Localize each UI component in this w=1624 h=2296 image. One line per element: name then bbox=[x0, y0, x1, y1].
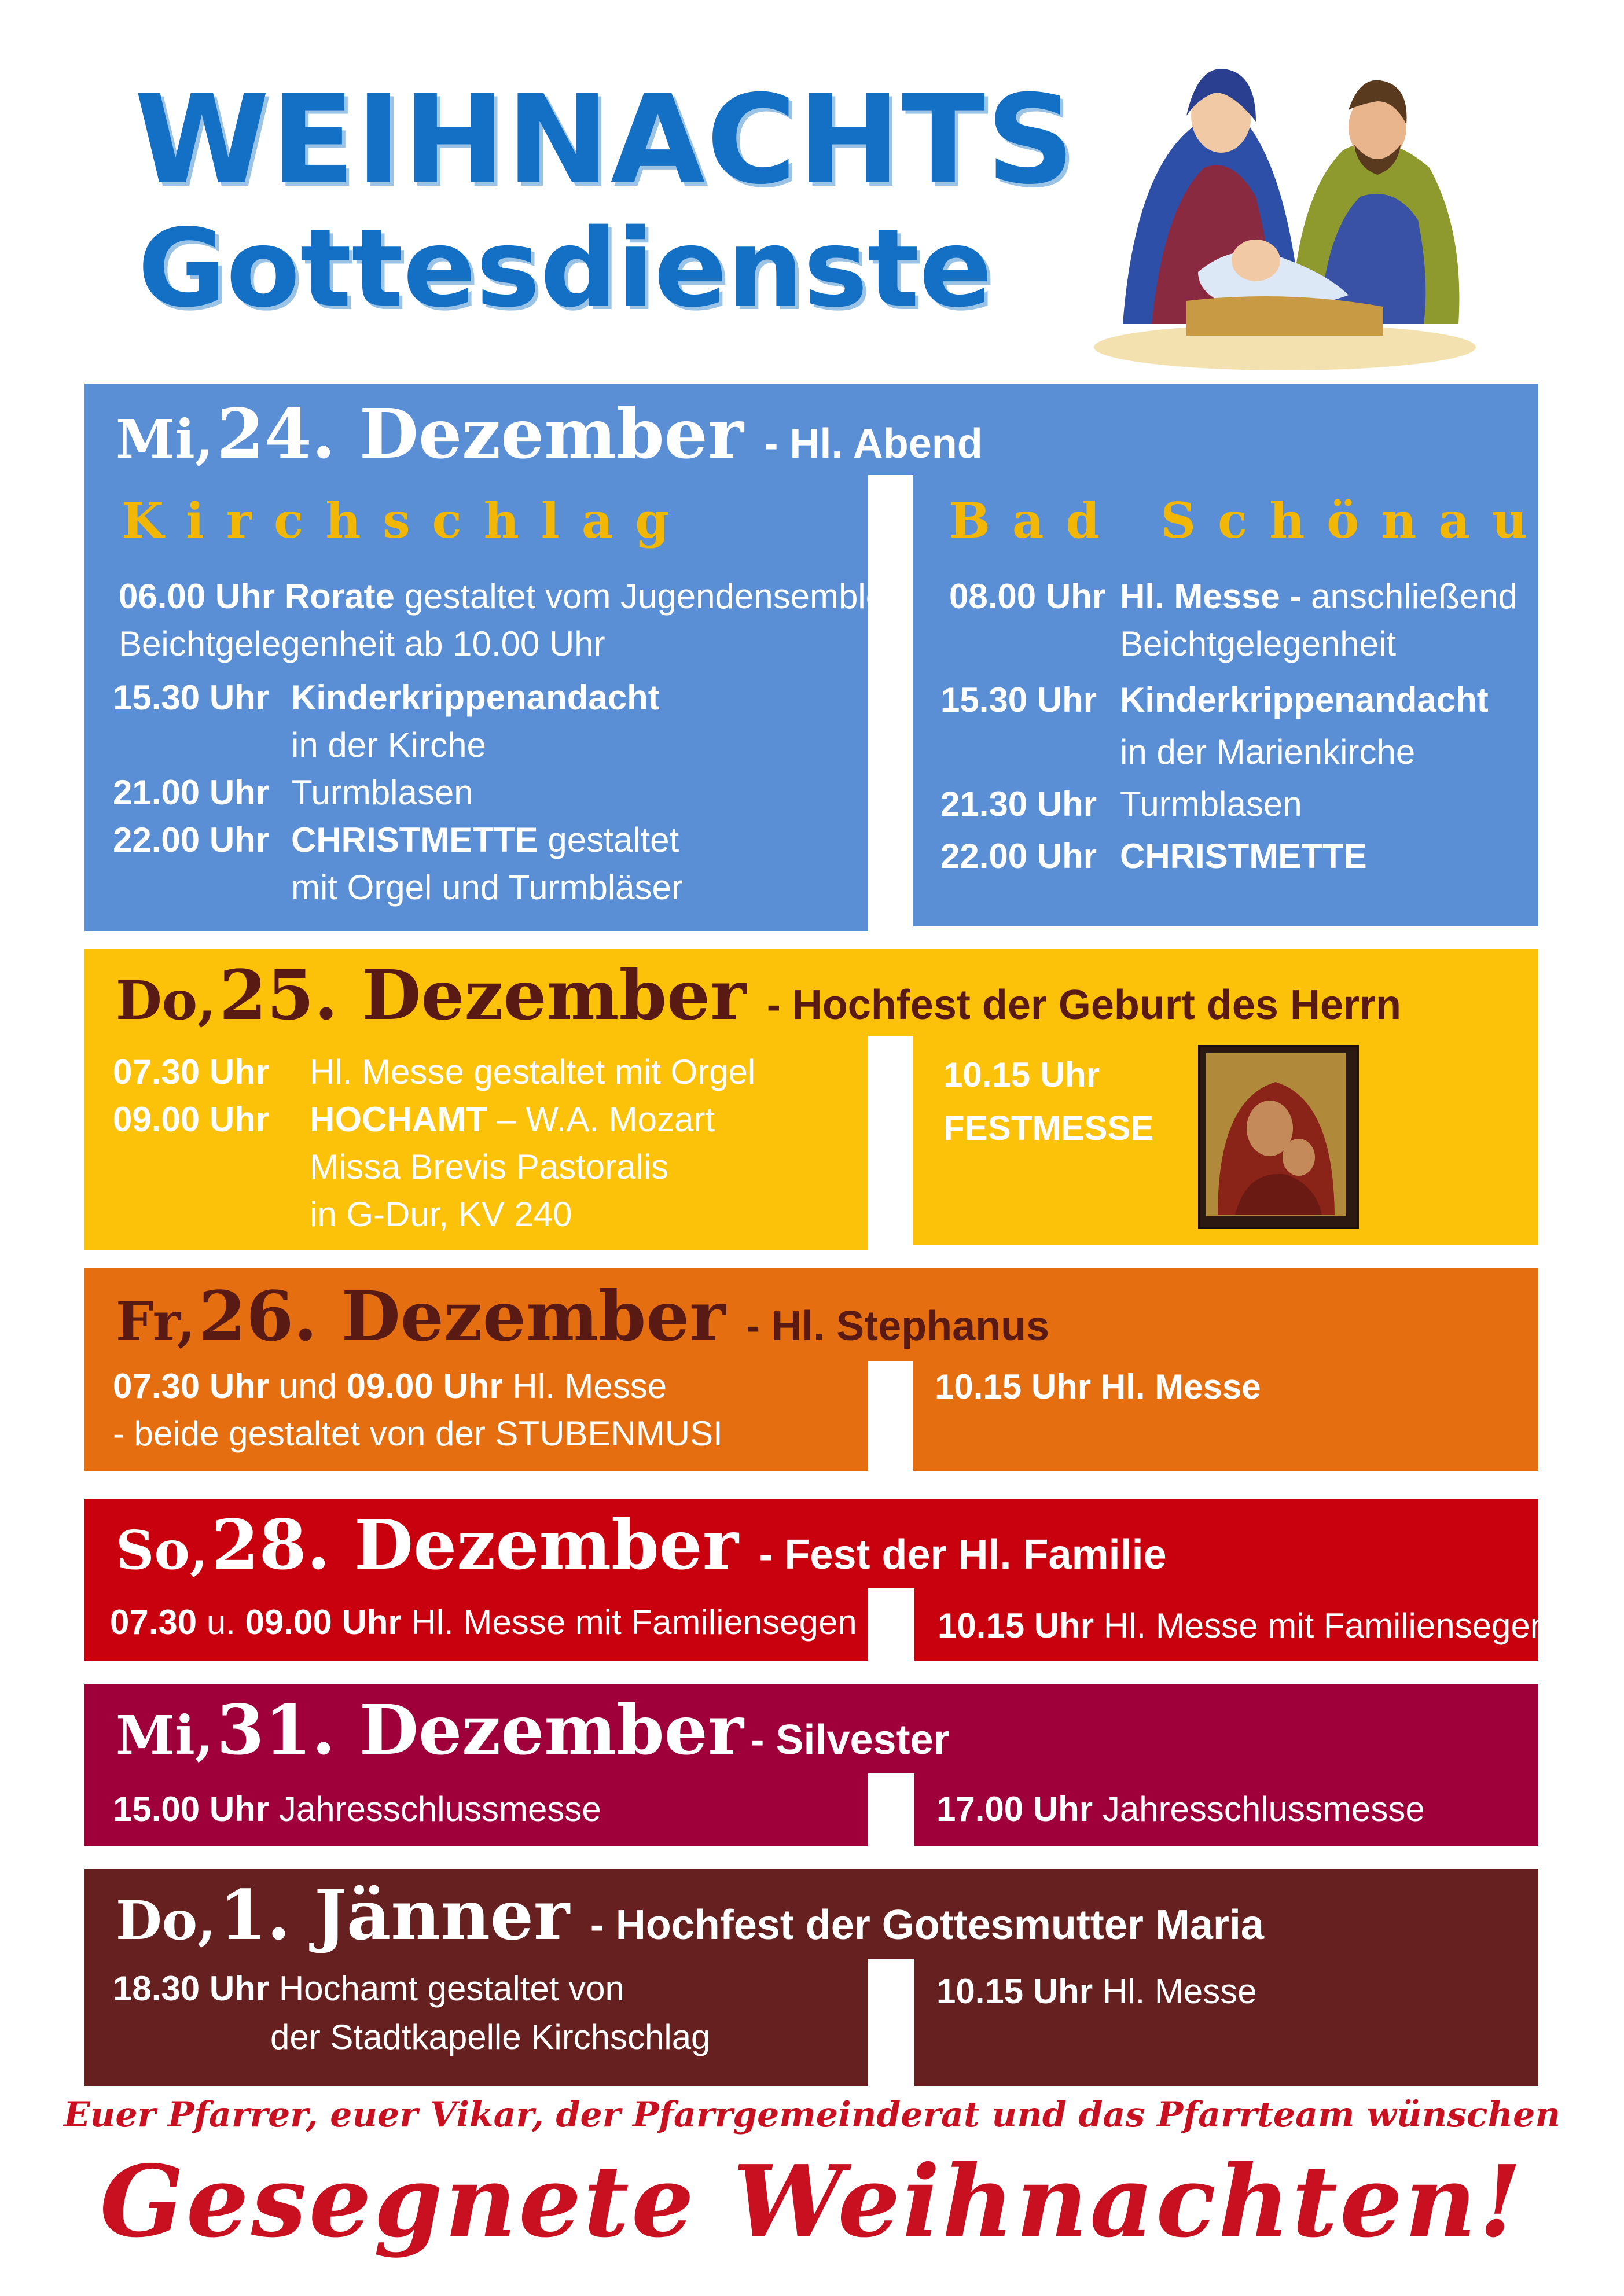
section-31-subtitle: - Silvester bbox=[750, 1717, 950, 1763]
section-jan1-date: 1. Jänner bbox=[219, 1875, 570, 1955]
event-detail: in der Kirche bbox=[291, 726, 486, 764]
section-31-date: 31. Dezember bbox=[216, 1690, 744, 1770]
event-detail: Hl. Messe gestaltet mit Orgel bbox=[310, 1053, 756, 1091]
time: 15.30 Uhr bbox=[113, 678, 270, 717]
section-25-right-schedule bbox=[943, 1048, 1153, 1155]
event-name: Kinderkrippenandacht bbox=[291, 678, 660, 717]
time: 18.30 Uhr bbox=[113, 1969, 270, 2008]
section-26-right-schedule bbox=[935, 1363, 1261, 1411]
section-26-left-schedule bbox=[113, 1363, 723, 1458]
section-24-right-schedule-2 bbox=[940, 674, 1489, 882]
section-jan1-left-schedule bbox=[113, 1964, 710, 2062]
location-kirchschlag: Kirchschlag bbox=[122, 492, 691, 549]
event-detail: Beichtgelegenheit ab 10.00 Uhr bbox=[119, 624, 605, 663]
event-detail: – W.A. Mozart bbox=[497, 1100, 715, 1139]
connector: u. bbox=[197, 1603, 245, 1642]
section-28-right-schedule bbox=[938, 1602, 1549, 1650]
section-25-subtitle: - Hochfest der Geburt des Herrn bbox=[766, 982, 1402, 1028]
section-25-heading bbox=[116, 955, 1401, 1035]
event-detail: Turmblasen bbox=[1120, 785, 1302, 823]
time: 09.00 Uhr bbox=[245, 1603, 402, 1642]
time: 07.30 Uhr bbox=[113, 1053, 270, 1091]
event-name: CHRISTMETTE bbox=[1120, 837, 1367, 875]
time: 21.00 Uhr bbox=[113, 773, 270, 812]
section-24-heading bbox=[116, 393, 983, 474]
section-31-heading bbox=[116, 1690, 950, 1770]
section-24-subtitle: - Hl. Abend bbox=[764, 421, 983, 467]
time: 15.30 Uhr bbox=[940, 680, 1097, 719]
event-detail: Hl. Messe mit Familiensegen bbox=[1094, 1606, 1550, 1645]
section-31-left-schedule bbox=[113, 1785, 601, 1834]
time: 08.00 Uhr bbox=[949, 577, 1106, 616]
time: 07.30 bbox=[110, 1603, 197, 1642]
section-26-day: Fr, bbox=[116, 1290, 196, 1353]
time: 10.15 Uhr bbox=[936, 1972, 1093, 2011]
event-detail: mit Orgel und Turmbläser bbox=[291, 868, 683, 907]
section-24-right-schedule bbox=[949, 573, 1518, 668]
nativity-illustration bbox=[1082, 23, 1487, 376]
footer-greeting: Euer Pfarrer, euer Vikar, der Pfarrgemeinderat und das Pfarrteam wünschen bbox=[64, 2095, 1560, 2135]
event-detail: gestaltet bbox=[548, 820, 679, 859]
event-name: Kinderkrippenandacht bbox=[1120, 680, 1489, 719]
section-24-left-schedule bbox=[119, 573, 885, 668]
event-name: Rorate bbox=[284, 577, 395, 616]
event-detail: in G-Dur, KV 240 bbox=[310, 1195, 572, 1234]
event-detail: Hochamt gestaltet von bbox=[269, 1969, 624, 2008]
time: 22.00 Uhr bbox=[940, 837, 1097, 875]
section-jan1-day: Do, bbox=[116, 1889, 216, 1952]
event-detail: Jahresschlussmesse bbox=[269, 1790, 601, 1828]
event-detail: der Stadtkapelle Kirchschlag bbox=[270, 2018, 711, 2056]
section-jan1-heading bbox=[116, 1875, 1264, 1955]
event-detail: Beichtgelegenheit bbox=[1120, 624, 1397, 663]
event-detail: anschließend bbox=[1311, 577, 1518, 616]
event-name: FESTMESSE bbox=[943, 1109, 1154, 1147]
section-28-subtitle: - Fest der Hl. Familie bbox=[759, 1532, 1167, 1578]
section-24-day: Mi, bbox=[116, 408, 214, 470]
event-name: HOCHAMT bbox=[310, 1100, 487, 1139]
event-detail: Jahresschlussmesse bbox=[1093, 1790, 1425, 1828]
section-24-date: 24. Dezember bbox=[216, 393, 744, 474]
time: 10.15 Uhr bbox=[938, 1606, 1094, 1645]
event-name: CHRISTMETTE bbox=[291, 820, 538, 859]
time: 22.00 Uhr bbox=[113, 820, 270, 859]
event-detail: Missa Brevis Pastoralis bbox=[310, 1147, 669, 1186]
footer-blessing: Gesegnete Weihnachten! bbox=[100, 2144, 1524, 2260]
section-25-date: 25. Dezember bbox=[219, 955, 747, 1035]
event-detail: in der Marienkirche bbox=[1120, 733, 1416, 771]
section-26-date: 26. Dezember bbox=[199, 1276, 726, 1356]
time: 07.30 Uhr bbox=[113, 1367, 270, 1405]
event-detail: - beide gestaltet von der STUBENMUSI bbox=[113, 1414, 723, 1453]
madonna-icon-image bbox=[1198, 1045, 1359, 1229]
time: 21.30 Uhr bbox=[940, 785, 1097, 823]
connector: und bbox=[269, 1367, 347, 1405]
section-28-date: 28. Dezember bbox=[211, 1504, 738, 1585]
time: 06.00 Uhr bbox=[119, 577, 275, 616]
section-31-right-schedule bbox=[936, 1785, 1425, 1834]
section-jan1-right-schedule bbox=[936, 1967, 1257, 2016]
section-24-left-schedule-2 bbox=[113, 674, 683, 911]
time-and-event: 10.15 Uhr Hl. Messe bbox=[935, 1367, 1261, 1406]
time: 09.00 Uhr bbox=[113, 1100, 270, 1139]
time: 10.15 Uhr bbox=[943, 1055, 1100, 1094]
time: 09.00 Uhr bbox=[346, 1367, 503, 1405]
event-detail: Hl. Messe mit Familiensegen bbox=[401, 1603, 857, 1642]
event-detail: gestaltet vom Jugendensemble bbox=[404, 577, 886, 616]
section-26-subtitle: - Hl. Stephanus bbox=[746, 1303, 1050, 1349]
section-31-day: Mi, bbox=[116, 1704, 214, 1767]
event-name: Hl. Messe - bbox=[1120, 577, 1302, 616]
section-25-left-schedule bbox=[113, 1048, 755, 1238]
section-jan1-subtitle: - Hochfest der Gottesmutter Maria bbox=[590, 1902, 1264, 1948]
event-detail: Turmblasen bbox=[291, 773, 473, 812]
section-26-heading bbox=[116, 1276, 1049, 1356]
section-25-day: Do, bbox=[116, 969, 216, 1032]
event-detail: Hl. Messe bbox=[1093, 1972, 1257, 2011]
section-28-day: So, bbox=[116, 1519, 208, 1581]
time: 17.00 Uhr bbox=[936, 1790, 1093, 1828]
madonna-icon bbox=[1200, 1047, 1352, 1222]
section-28-heading bbox=[116, 1504, 1167, 1585]
title-line-1: WEIHNACHTS bbox=[134, 68, 1076, 211]
time: 15.00 Uhr bbox=[113, 1790, 270, 1828]
title-line-2: Gottesdienste bbox=[138, 205, 993, 331]
location-bad-schoenau: Bad Schönau bbox=[949, 492, 1549, 549]
event-detail: Hl. Messe bbox=[502, 1367, 667, 1405]
section-28-left-schedule bbox=[110, 1598, 857, 1647]
